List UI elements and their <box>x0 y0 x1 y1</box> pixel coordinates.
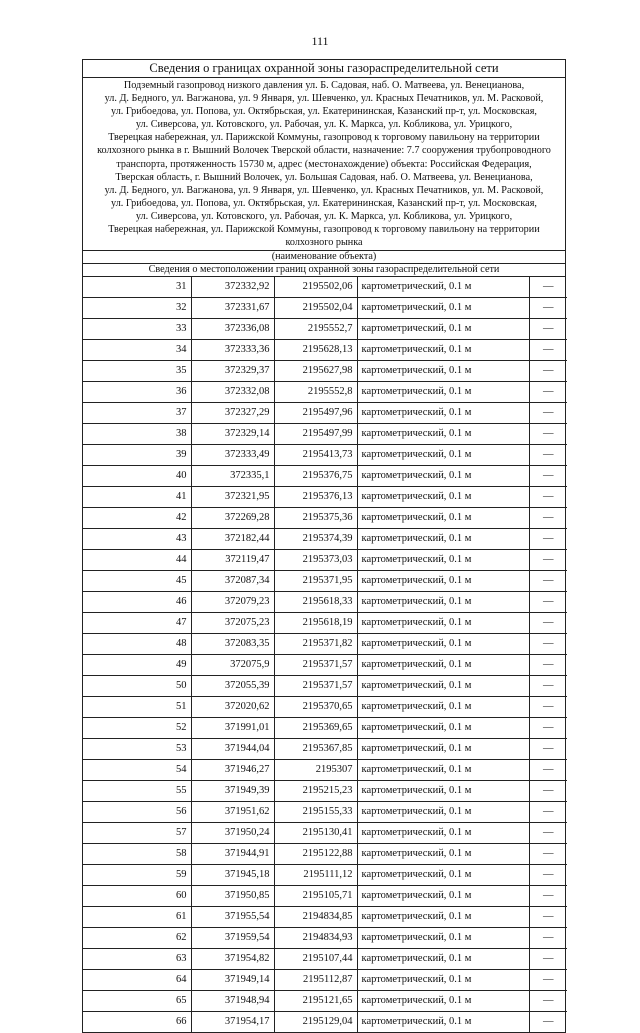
determination-method: картометрический, 0.1 м <box>357 634 529 655</box>
table-row <box>83 718 567 739</box>
coordinate-x: 372119,47 <box>191 550 274 571</box>
table-row <box>83 907 567 928</box>
object-description-line: Тверецкая набережная, ул. Парижской Коммуны, газопровод к торговому павильону на территории <box>108 224 540 236</box>
determination-method: картометрический, 0.1 м <box>357 571 529 592</box>
object-description-line: Подземный газопровод низкого давления ул. Б. Садовая, наб. О. Матвеева, ул. Венецианова, <box>123 80 525 91</box>
table-row <box>83 991 567 1012</box>
determination-method: картометрический, 0.1 м <box>357 592 529 613</box>
coordinate-y: 2195376,75 <box>274 466 357 487</box>
determination-method: картометрический, 0.1 м <box>357 739 529 760</box>
note-dash: — <box>543 1016 554 1028</box>
object-description-line: колхозного рынка в г. Вышний Волочек Тверской области, назначение: 7.7 сооружения трубопроводного <box>97 145 551 157</box>
table-row <box>83 823 567 844</box>
point-number: 49 <box>83 655 191 676</box>
table-row <box>83 277 567 298</box>
determination-method: картометрический, 0.1 м <box>357 508 529 529</box>
note-dash: — <box>529 508 567 529</box>
coordinate-x: 371951,62 <box>191 802 274 823</box>
coordinate-x: 372269,28 <box>191 508 274 529</box>
note-dash: — <box>529 445 567 466</box>
point-number: 62 <box>83 928 191 949</box>
coordinate-y: 2195618,33 <box>274 592 357 613</box>
point-number: 48 <box>83 634 191 655</box>
table-row <box>83 382 567 403</box>
coordinate-y: 2195502,04 <box>274 298 357 319</box>
point-number: 54 <box>83 760 191 781</box>
table-row <box>83 970 567 991</box>
note-dash: — <box>529 886 567 907</box>
coordinate-y: 2194834,93 <box>274 928 357 949</box>
coordinate-x: 371949,14 <box>191 970 274 991</box>
point-number: 64 <box>83 970 191 991</box>
note-dash: — <box>529 634 567 655</box>
determination-method: картометрический, 0.1 м <box>357 718 529 739</box>
note-dash: — <box>529 802 567 823</box>
table-row <box>83 676 567 697</box>
coordinate-x: 372336,08 <box>191 319 274 340</box>
point-number: 58 <box>83 844 191 865</box>
note-dash: — <box>529 760 567 781</box>
coordinate-y: 2195374,39 <box>274 529 357 550</box>
table-row <box>83 529 567 550</box>
coordinate-y: 2195307 <box>274 760 357 781</box>
coordinate-y: 2195376,13 <box>274 487 357 508</box>
location-caption: Сведения о местоположении границ охранной зоны газораспределительной сети <box>83 264 565 277</box>
determination-method: картометрический, 0.1 м <box>357 907 529 928</box>
determination-method: картометрический, 0.1 м <box>357 550 529 571</box>
determination-method: картометрический, 0.1 м <box>357 970 529 991</box>
determination-method: картометрический, 0.1 м <box>357 487 529 508</box>
note-dash: — <box>529 844 567 865</box>
table-row <box>83 445 567 466</box>
coordinate-x: 372182,44 <box>191 529 274 550</box>
object-description-line: транспорта, протяженность 15730 м, адрес (местонахождение) объекта: Российская Федерация, <box>116 158 532 170</box>
note-dash: — <box>529 697 567 718</box>
table-row <box>83 802 567 823</box>
table-row <box>83 865 567 886</box>
point-number: 43 <box>83 529 191 550</box>
note-dash: — <box>529 361 567 382</box>
coordinate-y: 2195215,23 <box>274 781 357 802</box>
coordinate-x: 372321,95 <box>191 487 274 508</box>
document-title: Сведения о границах охранной зоны газораспределительной сети <box>83 60 565 78</box>
coordinate-x: 372331,67 <box>191 298 274 319</box>
note-dash: — <box>529 718 567 739</box>
point-number: 60 <box>83 886 191 907</box>
table-row <box>83 424 567 445</box>
table-row <box>83 739 567 760</box>
coordinate-x: 372333,36 <box>191 340 274 361</box>
table-row <box>83 466 567 487</box>
note-dash: — <box>529 928 567 949</box>
coordinate-x: 371948,94 <box>191 991 274 1012</box>
point-number: 56 <box>83 802 191 823</box>
coordinate-y: 2195371,57 <box>274 676 357 697</box>
coordinate-y: 2195371,82 <box>274 634 357 655</box>
object-description-line: ул. Сиверсова, ул. Котовского, ул. Рабочая, ул. К. Маркса, ул. Кобликова, ул. Урицкого, <box>135 119 513 131</box>
coordinate-y: 2195371,57 <box>274 655 357 676</box>
coordinate-x: 372329,14 <box>191 424 274 445</box>
table-row <box>83 697 567 718</box>
point-number: 31 <box>83 277 191 298</box>
point-number: 50 <box>83 676 191 697</box>
determination-method: картометрический, 0.1 м <box>357 802 529 823</box>
note-dash: — <box>529 907 567 928</box>
page-number: 111 <box>311 34 329 48</box>
object-description <box>83 78 565 251</box>
coordinate-x: 371946,27 <box>191 760 274 781</box>
coordinate-y: 2195121,65 <box>274 991 357 1012</box>
coordinate-y: 2194834,85 <box>274 907 357 928</box>
table-row <box>83 655 567 676</box>
coordinate-x: 371954,82 <box>191 949 274 970</box>
note-dash: — <box>529 424 567 445</box>
determination-method: картометрический, 0.1 м <box>357 361 529 382</box>
coordinate-y: 2195497,99 <box>274 424 357 445</box>
point-number: 47 <box>83 613 191 634</box>
note-dash: — <box>529 571 567 592</box>
determination-method: картометрический, 0.1 м <box>357 424 529 445</box>
coordinate-x: 372075,23 <box>191 613 274 634</box>
coordinate-x: 371944,04 <box>191 739 274 760</box>
determination-method: картометрический, 0.1 м <box>357 613 529 634</box>
coordinate-x: 372075,9 <box>191 655 274 676</box>
determination-method: картометрический, 0.1 м <box>357 844 529 865</box>
table-row <box>83 781 567 802</box>
table-row <box>83 319 567 340</box>
note-dash: — <box>529 403 567 424</box>
note-dash: — <box>529 655 567 676</box>
determination-method: картометрический, 0.1 м <box>357 1012 529 1033</box>
object-description-line: Тверецкая набережная, ул. Парижской Коммуны, газопровод к торговому павильону на территории <box>108 132 540 144</box>
table-row <box>83 340 567 361</box>
coordinate-y: 2195413,73 <box>274 445 357 466</box>
table-row <box>83 613 567 634</box>
object-description-line: ул. Грибоедова, ул. Попова, ул. Октябрьская, ул. Екатерининская, Казанский пр-т, ул. Московская, <box>111 106 537 118</box>
determination-method: картометрический, 0.1 м <box>357 382 529 403</box>
coordinate-y: 2195370,65 <box>274 697 357 718</box>
coordinate-y: 2195627,98 <box>274 361 357 382</box>
boundary-document <box>82 59 566 1033</box>
object-description-line: ул. Грибоедова, ул. Попова, ул. Октябрьская, ул. Екатерининская, Казанский пр-т, ул. Московская, <box>111 197 537 209</box>
point-number: 55 <box>83 781 191 802</box>
coordinate-x: 371944,91 <box>191 844 274 865</box>
coordinate-x: 371945,18 <box>191 865 274 886</box>
note-dash: — <box>529 277 567 298</box>
determination-method: картометрический, 0.1 м <box>357 886 529 907</box>
determination-method: картометрический, 0.1 м <box>357 466 529 487</box>
coordinate-y: 2195502,06 <box>274 277 357 298</box>
coordinate-x: 372335,1 <box>191 466 274 487</box>
point-number: 65 <box>83 991 191 1012</box>
point-number: 35 <box>83 361 191 382</box>
coordinate-x: 371950,24 <box>191 823 274 844</box>
determination-method: картометрический, 0.1 м <box>357 823 529 844</box>
determination-method: картометрический, 0.1 м <box>357 277 529 298</box>
determination-method: картометрический, 0.1 м <box>357 949 529 970</box>
point-number: 41 <box>83 487 191 508</box>
coordinate-x: 372083,35 <box>191 634 274 655</box>
object-name-caption: (наименование объекта) <box>83 251 565 264</box>
note-dash: — <box>529 823 567 844</box>
object-description-line: ул. Д. Бедного, ул. Вагжанова, ул. 9 Января, ул. Шевченко, ул. Красных Печатников, ул. М. Расковой, <box>104 184 544 196</box>
note-dash: — <box>529 592 567 613</box>
point-number: 46 <box>83 592 191 613</box>
object-description-line: ул. Сиверсова, ул. Котовского, ул. Рабочая, ул. К. Маркса, ул. Кобликова, ул. Урицкого, <box>135 210 513 222</box>
point-number: 51 <box>83 697 191 718</box>
point-number: 45 <box>83 571 191 592</box>
coordinate-y: 2195155,33 <box>274 802 357 823</box>
table-row <box>83 298 567 319</box>
coordinate-y: 2195552,8 <box>274 382 357 403</box>
coordinate-y: 2195129,04 <box>274 1012 357 1033</box>
coordinate-y: 2195373,03 <box>274 550 357 571</box>
note-dash: — <box>529 613 567 634</box>
coordinate-x: 372333,49 <box>191 445 274 466</box>
determination-method: картометрический, 0.1 м <box>357 991 529 1012</box>
note-dash: — <box>529 319 567 340</box>
determination-method: картометрический, 0.1 м <box>357 928 529 949</box>
note-dash: — <box>529 466 567 487</box>
note-dash: — <box>529 991 567 1012</box>
note-dash: — <box>529 382 567 403</box>
point-number: 37 <box>83 403 191 424</box>
coordinate-y: 2195111,12 <box>274 865 357 886</box>
determination-method: картометрический, 0.1 м <box>357 781 529 802</box>
coordinate-x: 372020,62 <box>191 697 274 718</box>
point-number: 52 <box>83 718 191 739</box>
coordinate-x: 371949,39 <box>191 781 274 802</box>
determination-method: картометрический, 0.1 м <box>357 655 529 676</box>
object-description-line: Тверская область, г. Вышний Волочек, ул. Большая Садовая, наб. О. Матвеева, ул. Венецианова, <box>115 171 533 183</box>
point-number: 63 <box>83 949 191 970</box>
table-row <box>83 592 567 613</box>
table-row <box>83 487 567 508</box>
coordinate-x: 371955,54 <box>191 907 274 928</box>
note-dash: — <box>529 550 567 571</box>
point-number: 44 <box>83 550 191 571</box>
coordinate-y: 2195130,41 <box>274 823 357 844</box>
coordinate-y: 2195369,65 <box>274 718 357 739</box>
determination-method: картометрический, 0.1 м <box>357 298 529 319</box>
note-dash: — <box>529 781 567 802</box>
object-description-line: ул. Д. Бедного, ул. Вагжанова, ул. 9 Января, ул. Шевченко, ул. Красных Печатников, ул. М. Расковой, <box>104 93 544 105</box>
coordinate-x: 372332,08 <box>191 382 274 403</box>
point-number: 42 <box>83 508 191 529</box>
determination-method: картометрический, 0.1 м <box>357 760 529 781</box>
table-row <box>83 403 567 424</box>
coordinate-y: 2195122,88 <box>274 844 357 865</box>
point-number: 36 <box>83 382 191 403</box>
object-description-line: колхозного рынка <box>285 237 363 249</box>
coordinate-x: 371950,85 <box>191 886 274 907</box>
note-dash: — <box>529 865 567 886</box>
point-number: 53 <box>83 739 191 760</box>
point-number: 39 <box>83 445 191 466</box>
table-row <box>83 550 567 571</box>
determination-method: картометрический, 0.1 м <box>357 403 529 424</box>
point-number: 57 <box>83 823 191 844</box>
coordinate-y: 2195375,36 <box>274 508 357 529</box>
coordinate-y: 2195107,44 <box>274 949 357 970</box>
note-dash: — <box>529 340 567 361</box>
point-number: 33 <box>83 319 191 340</box>
table-row <box>83 634 567 655</box>
determination-method: картометрический, 0.1 м <box>357 865 529 886</box>
table-row <box>83 760 567 781</box>
coordinate-y: 2195628,13 <box>274 340 357 361</box>
determination-method: картометрический, 0.1 м <box>357 340 529 361</box>
table-row <box>83 928 567 949</box>
determination-method: картометрический, 0.1 м <box>357 676 529 697</box>
coordinate-x: 372087,34 <box>191 571 274 592</box>
coordinate-x: 371991,01 <box>191 718 274 739</box>
note-dash: — <box>529 487 567 508</box>
note-dash: — <box>529 529 567 550</box>
coordinate-y: 2195112,87 <box>274 970 357 991</box>
coordinate-x: 371954,17 <box>191 1012 274 1033</box>
table-row <box>83 886 567 907</box>
point-number: 40 <box>83 466 191 487</box>
coordinate-x: 372329,37 <box>191 361 274 382</box>
table-row <box>83 571 567 592</box>
note-dash: — <box>529 739 567 760</box>
point-number: 38 <box>83 424 191 445</box>
determination-method: картометрический, 0.1 м <box>357 697 529 718</box>
determination-method: картометрический, 0.1 м <box>357 319 529 340</box>
coordinate-x: 372079,23 <box>191 592 274 613</box>
determination-method: картометрический, 0.1 м <box>357 445 529 466</box>
coordinates-table <box>83 277 567 1032</box>
note-dash: — <box>529 676 567 697</box>
coordinate-x: 372327,29 <box>191 403 274 424</box>
coordinate-y: 2195105,71 <box>274 886 357 907</box>
note-dash: — <box>529 970 567 991</box>
determination-method: картометрический, 0.1 м <box>357 529 529 550</box>
table-row <box>83 508 567 529</box>
coordinate-y: 2195618,19 <box>274 613 357 634</box>
coordinate-x: 371959,54 <box>191 928 274 949</box>
point-number: 59 <box>83 865 191 886</box>
point-number: 61 <box>83 907 191 928</box>
table-row <box>83 361 567 382</box>
coordinate-y: 2195552,7 <box>274 319 357 340</box>
point-number: 32 <box>83 298 191 319</box>
table-row <box>83 949 567 970</box>
note-dash: — <box>529 949 567 970</box>
table-row <box>83 1012 567 1033</box>
coordinate-y: 2195367,85 <box>274 739 357 760</box>
coordinate-x: 372332,92 <box>191 277 274 298</box>
coordinate-y: 2195371,95 <box>274 571 357 592</box>
coordinate-x: 372055,39 <box>191 676 274 697</box>
note-dash: — <box>529 298 567 319</box>
point-number: 66 <box>83 1012 191 1033</box>
point-number: 34 <box>83 340 191 361</box>
coordinate-y: 2195497,96 <box>274 403 357 424</box>
table-row <box>83 844 567 865</box>
